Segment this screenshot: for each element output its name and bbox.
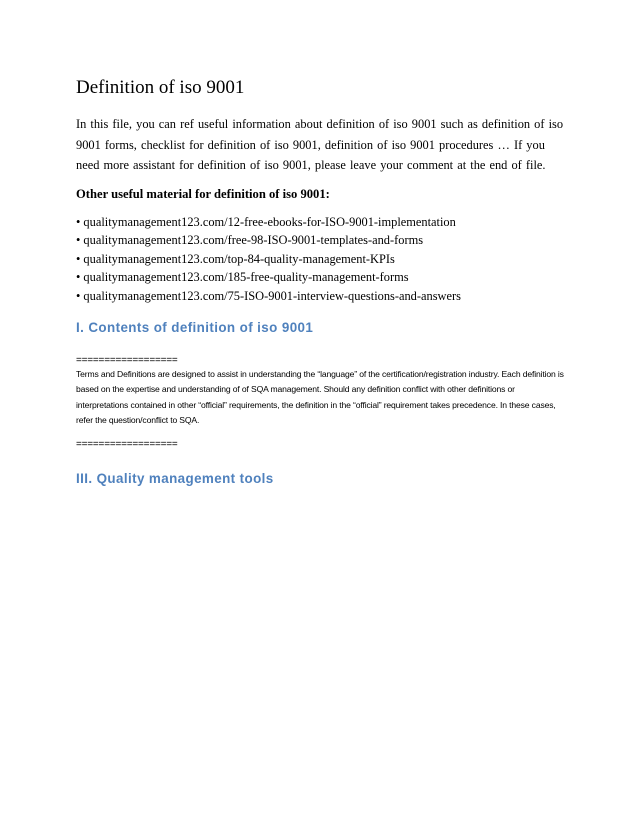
link-list xyxy=(76,213,566,306)
intro-paragraph: In this file, you can ref useful information about definition of iso 9001 such as definition of iso 9001 forms, checklist for definition of iso 9001, definition of iso 9001 procedures … If you need more assistant for definition of iso 9001, please leave your comment at the end of file. xyxy=(76,117,564,172)
link-item[interactable]: • qualitymanagement123.com/free-98-ISO-9001-templates-and-forms xyxy=(76,233,424,247)
link-item[interactable]: • qualitymanagement123.com/top-84-quality-management-KPIs xyxy=(76,251,395,266)
section-heading-quality-tools: III. Quality management tools xyxy=(76,471,274,487)
divider-line: ================== xyxy=(76,439,178,451)
section-body: Terms and Definitions are designed to assist in understanding the “language” of the certification/registration industry. Each definition is based on the expertise and understanding of of SQA management. Should any definition conflict with other definitions or interpretations contained in other “official” requirements, the definition in the “official” requirement takes precedence. In these cases, refer the question/conflict to SQA. xyxy=(76,369,564,425)
divider-line: ================== xyxy=(76,355,178,366)
link-item[interactable]: • qualitymanagement123.com/185-free-quality-management-forms xyxy=(76,270,409,284)
document-title: Definition of iso 9001 xyxy=(76,77,245,98)
other-material-heading: Other useful material for definition of iso 9001: xyxy=(76,186,330,201)
section-heading-contents: I. Contents of definition of iso 9001 xyxy=(76,320,314,335)
link-item[interactable]: • qualitymanagement123.com/12-free-ebooks-for-ISO-9001-implementation xyxy=(76,214,456,229)
link-item[interactable]: • qualitymanagement123.com/75-ISO-9001-interview-questions-and-answers xyxy=(76,288,461,303)
document-content xyxy=(76,76,566,506)
